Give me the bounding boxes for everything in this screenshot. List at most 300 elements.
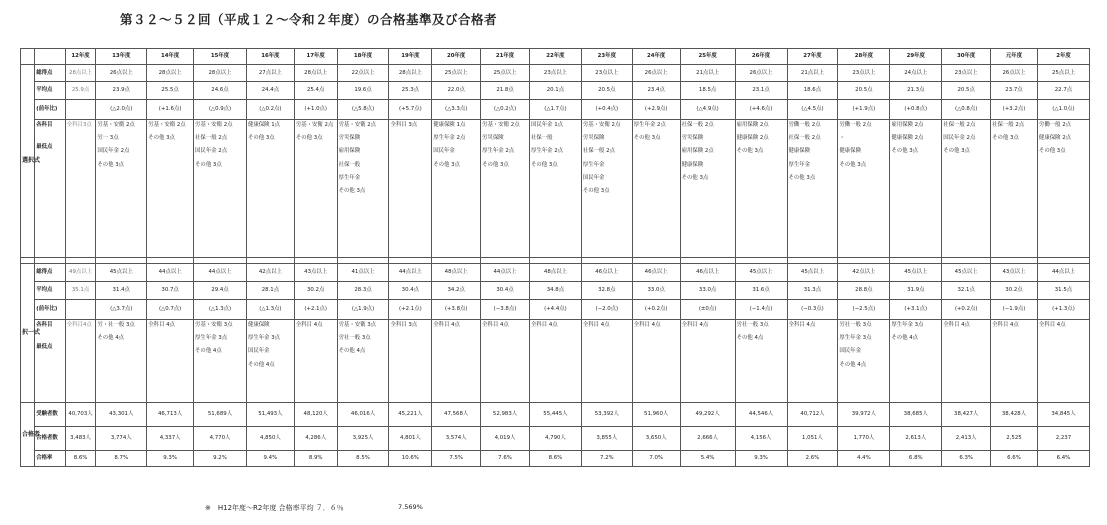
kakukamoku-label: 各科目 [36, 122, 53, 128]
results-rate: 9.2% [194, 451, 247, 467]
results-rate: 10.6% [389, 451, 432, 467]
sentaku-kamoku [942, 120, 991, 258]
kamoku-line: その他 3点 [943, 148, 970, 155]
takuitsu-diff: (+4.4点) [529, 300, 581, 320]
kamoku-line: 全科目 3点 [390, 122, 418, 128]
results-goukaku: 3,483人 [65, 427, 96, 451]
kamoku-line: 厚生年金 3点 [195, 335, 228, 342]
sentaku-diff: (+5.7点) [389, 100, 432, 120]
year-header: 20年度 [432, 49, 481, 65]
takuitsu-kamoku [96, 320, 147, 403]
kamoku-line: 労一 3点 [97, 135, 119, 142]
footnote-value: 7.569% [398, 503, 423, 511]
takuitsu-avg: 30.4点 [481, 282, 530, 300]
table-row [21, 120, 1090, 258]
sentaku-kamoku [96, 120, 147, 258]
sentaku-avg: 20.5点 [942, 82, 991, 100]
takuitsu-kamoku [890, 320, 942, 403]
sentaku-kamoku [481, 120, 530, 258]
takuitsu-total: 45点以上 [942, 264, 991, 282]
sentaku-diff: (+1.9点) [838, 100, 890, 120]
kamoku-line: 国民年金 2点 [943, 135, 976, 142]
takuitsu-total: 45点以上 [890, 264, 942, 282]
kamoku-line: 全科目 4点 [943, 322, 970, 328]
sentaku-avg: 25.9点 [65, 82, 96, 100]
year-header: 19年度 [389, 49, 432, 65]
kakukamoku-label: 各科目 [36, 322, 53, 328]
kamoku-line: 社保一般 2点 [195, 135, 228, 142]
results-rate: 5.4% [680, 451, 735, 467]
kamoku-line: その他 4点 [839, 361, 867, 368]
takuitsu-total: 43点以上 [294, 264, 337, 282]
results-rate: 6.3% [942, 451, 991, 467]
year-header: 15年度 [194, 49, 247, 65]
kamoku-line: 厚生年金 [788, 161, 811, 168]
sentaku-diff: (+2.9点) [632, 100, 680, 120]
results-goukaku: 4,156人 [735, 427, 787, 451]
saiteiten-label: 最低点 [36, 344, 53, 351]
takuitsu-total: 44点以上 [1037, 264, 1089, 282]
kamoku-line: 労災保険 [582, 135, 605, 142]
takuitsu-diff: (−3.8点) [481, 300, 530, 320]
sentaku-diff: (△4.9点) [680, 100, 735, 120]
year-header: 12年度 [65, 49, 96, 65]
results-goukaku: 4,801人 [389, 427, 432, 451]
kamoku-line: 国民年金 [839, 348, 861, 355]
kamoku-line: 健康保険 1点 [433, 122, 466, 128]
kamoku-line: 国民年金 2点 [97, 148, 130, 155]
sentaku-kamoku [991, 120, 1038, 258]
kamoku-line: 国民年金 [247, 348, 270, 355]
kamoku-line: 国民年金 1点 [530, 122, 564, 128]
footnote: ※ H12年度～R2年度 合格率平均 ７．６％ [205, 504, 344, 512]
sentaku-avg: 18.6点 [787, 82, 838, 100]
sentaku-avg: 25.5点 [147, 82, 194, 100]
sentaku-diff: (△1.7点) [529, 100, 581, 120]
results-juken: 53,392人 [581, 403, 632, 427]
takuitsu-total: 45点以上 [735, 264, 787, 282]
kamoku-line: その他 3点 [530, 161, 558, 168]
kamoku-line: 労働一般 2点 [839, 122, 872, 128]
takuitsu-avg: 28.1点 [246, 282, 294, 300]
kamoku-line: 全科目 4点 [530, 322, 558, 328]
year-header: 元年度 [991, 49, 1038, 65]
sentaku-avg: 19.6点 [337, 82, 389, 100]
kamoku-line: その他 3点 [992, 135, 1019, 142]
sentaku-diff: (△1.0点) [1037, 100, 1089, 120]
takuitsu-diff: (+3.1点) [890, 300, 942, 320]
kamoku-line: 労基・安衛 3点 [195, 322, 233, 328]
sentaku-kamoku [194, 120, 247, 258]
sentaku-diff: (+4.6点) [735, 100, 787, 120]
kamoku-line: 労・社一般 3点 [97, 322, 135, 328]
takuitsu-total: 44点以上 [147, 264, 194, 282]
kamoku-line: 社保一般 2点 [681, 122, 714, 128]
results-juken: 48,120人 [294, 403, 337, 427]
sentaku-avg: 22.0点 [432, 82, 481, 100]
kamoku-line: 労社一般 3点 [338, 335, 371, 342]
takuitsu-kamoku [147, 320, 194, 403]
sentaku-diff: (+3.2点) [991, 100, 1038, 120]
results-juken: 51,689人 [194, 403, 247, 427]
takuitsu-avg: 34.2点 [432, 282, 481, 300]
kamoku-line: 全科目 4点 [681, 322, 709, 328]
results-goukaku: 4,019人 [481, 427, 530, 451]
kamoku-line: ・ [839, 135, 845, 142]
results-juken: 34,845人 [1037, 403, 1089, 427]
kamoku-line: その他 3点 [582, 188, 610, 195]
takuitsu-diff: (+2.1点) [389, 300, 432, 320]
results-juken: 38,428人 [991, 403, 1038, 427]
kamoku-line: 社保一般 2点 [788, 135, 821, 142]
row-label [35, 120, 66, 258]
results-juken: 51,493人 [246, 403, 294, 427]
section-label-takuitsu: 択一式 [21, 264, 35, 403]
results-juken: 40,703人 [65, 403, 96, 427]
sentaku-kamoku [294, 120, 337, 258]
sentaku-avg: 20.5点 [581, 82, 632, 100]
results-juken: 44,546人 [735, 403, 787, 427]
sentaku-total: 26点以上 [991, 65, 1038, 82]
results-rate: 8.5% [337, 451, 389, 467]
kamoku-line: 全科目 4点 [295, 322, 323, 328]
table-row [21, 65, 1090, 82]
sentaku-kamoku [432, 120, 481, 258]
kamoku-line: 労災保険 [338, 135, 361, 142]
results-rate: 8.6% [529, 451, 581, 467]
year-header: 26年度 [735, 49, 787, 65]
takuitsu-avg: 31.4点 [96, 282, 147, 300]
year-header: 29年度 [890, 49, 942, 65]
sentaku-avg: 24.6点 [194, 82, 247, 100]
takuitsu-total: 45点以上 [787, 264, 838, 282]
kamoku-line: その他 4点 [247, 361, 275, 368]
results-rate: 6.4% [1037, 451, 1089, 467]
sentaku-avg: 24.4点 [246, 82, 294, 100]
table-row [21, 427, 1090, 451]
sentaku-avg: 21.3点 [890, 82, 942, 100]
sentaku-kamoku [65, 120, 96, 258]
takuitsu-kamoku [246, 320, 294, 403]
sentaku-kamoku [147, 120, 194, 258]
takuitsu-avg: 28.8点 [838, 282, 890, 300]
kamoku-line: 厚生年金 3点 [839, 335, 872, 342]
kamoku-line: 労基・安衛 2点 [97, 122, 135, 128]
results-goukaku: 1,770人 [838, 427, 890, 451]
kamoku-line: 厚生年金 2点 [433, 135, 466, 142]
takuitsu-avg: 31.3点 [787, 282, 838, 300]
sentaku-kamoku [632, 120, 680, 258]
takuitsu-kamoku [787, 320, 838, 403]
kamoku-line: 労基・安衛 2点 [482, 122, 520, 128]
results-rate: 9.4% [246, 451, 294, 467]
sentaku-total: 28点以上 [194, 65, 247, 82]
section-label-sentaku: 選択式 [21, 65, 35, 258]
results-goukaku: 3,855人 [581, 427, 632, 451]
kamoku-line: 厚生年金 [582, 161, 605, 168]
sentaku-diff [65, 100, 96, 120]
takuitsu-avg: 32.1点 [942, 282, 991, 300]
takuitsu-avg: 34.8点 [529, 282, 581, 300]
sentaku-total: 24点以上 [890, 65, 942, 82]
kamoku-line: その他 3点 [247, 135, 275, 142]
results-goukaku: 3,925人 [337, 427, 389, 451]
sentaku-total: 26点以上 [735, 65, 787, 82]
results-juken: 46,713人 [147, 403, 194, 427]
takuitsu-total: 46点以上 [581, 264, 632, 282]
kamoku-line: 社保一般 2点 [992, 122, 1025, 128]
takuitsu-diff: (△1.9点) [337, 300, 389, 320]
sentaku-kamoku [581, 120, 632, 258]
results-goukaku: 4,790人 [529, 427, 581, 451]
sentaku-kamoku [246, 120, 294, 258]
header-blank [21, 49, 35, 65]
kamoku-line: 労働一般 2点 [788, 122, 821, 128]
takuitsu-kamoku [432, 320, 481, 403]
results-rate: 2.6% [787, 451, 838, 467]
takuitsu-kamoku [632, 320, 680, 403]
results-rate: 8.7% [96, 451, 147, 467]
kamoku-line: その他 3点 [97, 161, 125, 168]
sentaku-total: 28点以上 [294, 65, 337, 82]
results-goukaku: 2,613人 [890, 427, 942, 451]
kamoku-line: その他 3点 [195, 161, 222, 168]
takuitsu-kamoku [680, 320, 735, 403]
sentaku-diff: (△5.8点) [337, 100, 389, 120]
results-goukaku: 2,666人 [680, 427, 735, 451]
sentaku-total: 26点以上 [96, 65, 147, 82]
sentaku-total: 28点以上 [389, 65, 432, 82]
results-table [20, 48, 1090, 467]
takuitsu-diff: (−1.9点) [991, 300, 1038, 320]
takuitsu-avg: 33.0点 [680, 282, 735, 300]
year-header: 27年度 [787, 49, 838, 65]
kamoku-line: 健康保険 [788, 148, 811, 155]
sentaku-diff: (+0.4点) [581, 100, 632, 120]
takuitsu-total: 43点以上 [991, 264, 1038, 282]
kamoku-line: 全科目 4点 [788, 322, 816, 328]
year-header: 18年度 [337, 49, 389, 65]
takuitsu-avg: 30.2点 [991, 282, 1038, 300]
kamoku-line: 労災保険 [681, 135, 704, 142]
kamoku-line: 国民年金 [433, 148, 455, 155]
results-goukaku: 4,286人 [294, 427, 337, 451]
year-header: 22年度 [529, 49, 581, 65]
kamoku-line: 全科目3点 [66, 122, 92, 128]
takuitsu-total: 45点以上 [96, 264, 147, 282]
sentaku-avg: 23.9点 [96, 82, 147, 100]
kamoku-line: 健康保険 [681, 161, 704, 168]
kamoku-line: その他 3点 [681, 174, 709, 181]
kamoku-line: 厚生年金 2点 [530, 148, 564, 155]
kamoku-line: その他 4点 [891, 335, 919, 342]
kamoku-line: 社保一般 [338, 161, 361, 168]
kamoku-line: 雇用保険 [338, 148, 361, 155]
sentaku-diff: (△0.2点) [481, 100, 530, 120]
kamoku-line: その他 4点 [736, 335, 764, 342]
sentaku-total: 23点以上 [581, 65, 632, 82]
table-row [21, 451, 1090, 467]
sentaku-diff: (+0.8点) [890, 100, 942, 120]
takuitsu-kamoku [194, 320, 247, 403]
results-juken: 55,445人 [529, 403, 581, 427]
sentaku-total: 26点以上 [632, 65, 680, 82]
year-header: 24年度 [632, 49, 680, 65]
year-header: 14年度 [147, 49, 194, 65]
table-row [21, 49, 1090, 65]
takuitsu-diff [65, 300, 96, 320]
kamoku-line: 労基・安衛 2点 [582, 122, 621, 128]
results-goukaku: 3,774人 [96, 427, 147, 451]
results-juken: 49,292人 [680, 403, 735, 427]
results-rate: 7.5% [432, 451, 481, 467]
kamoku-line: 厚生年金 3点 [891, 322, 924, 328]
row-label: 総得点 [35, 65, 66, 82]
kamoku-line: その他 3点 [295, 135, 323, 142]
kamoku-line: 健康保険 [247, 322, 270, 328]
takuitsu-avg: 33.0点 [632, 282, 680, 300]
kamoku-line: その他 3点 [433, 161, 460, 168]
kamoku-line: 労基・安衛 2点 [295, 122, 334, 128]
takuitsu-kamoku [942, 320, 991, 403]
results-juken: 38,427人 [942, 403, 991, 427]
takuitsu-avg: 30.7点 [147, 282, 194, 300]
takuitsu-avg: 30.2点 [294, 282, 337, 300]
takuitsu-total: 44点以上 [481, 264, 530, 282]
year-header: 17年度 [294, 49, 337, 65]
takuitsu-kamoku [735, 320, 787, 403]
results-rate: 7.2% [581, 451, 632, 467]
kamoku-line: 全科目 4点 [1038, 322, 1066, 328]
year-header: 25年度 [680, 49, 735, 65]
kamoku-line: 厚生年金 3点 [247, 335, 281, 342]
takuitsu-total: 42点以上 [838, 264, 890, 282]
page-title: 第３２～５２回（平成１２～令和２年度）の合格基準及び合格者 [120, 12, 498, 27]
sentaku-diff: (△0.9点) [194, 100, 247, 120]
takuitsu-kamoku [838, 320, 890, 403]
sentaku-total: 25点以上 [481, 65, 530, 82]
takuitsu-avg: 30.4点 [389, 282, 432, 300]
takuitsu-total: 48点以上 [432, 264, 481, 282]
takuitsu-diff: (+0.2点) [632, 300, 680, 320]
sentaku-avg: 20.5点 [838, 82, 890, 100]
takuitsu-diff: (−2.5点) [838, 300, 890, 320]
takuitsu-diff: (△0.7点) [147, 300, 194, 320]
sentaku-kamoku [337, 120, 389, 258]
saiteiten-label: 最低点 [36, 144, 53, 151]
results-rate: 9.3% [147, 451, 194, 467]
kamoku-line: その他 4点 [97, 335, 125, 342]
year-header: 23年度 [581, 49, 632, 65]
sentaku-kamoku [890, 120, 942, 258]
sentaku-avg: 20.1点 [529, 82, 581, 100]
results-rate: 7.0% [632, 451, 680, 467]
sentaku-diff: (△3.3点) [432, 100, 481, 120]
takuitsu-total: 44点以上 [194, 264, 247, 282]
results-goukaku: 3,574人 [432, 427, 481, 451]
kamoku-line: 健康保険 1点 [247, 122, 281, 128]
sentaku-avg: 22.7点 [1037, 82, 1089, 100]
sentaku-total: 23点以上 [529, 65, 581, 82]
sentaku-avg: 18.5点 [680, 82, 735, 100]
takuitsu-kamoku [529, 320, 581, 403]
results-juken: 43,301人 [96, 403, 147, 427]
kamoku-line: 労災保険 [482, 135, 504, 142]
kamoku-line: 厚生年金 2点 [633, 122, 666, 128]
year-header: 13年度 [96, 49, 147, 65]
results-juken: 46,016人 [337, 403, 389, 427]
sentaku-kamoku [389, 120, 432, 258]
year-header: 16年度 [246, 49, 294, 65]
takuitsu-diff: (−1.4点) [735, 300, 787, 320]
takuitsu-kamoku [337, 320, 389, 403]
takuitsu-total: 46点以上 [632, 264, 680, 282]
sentaku-diff: (△4.5点) [787, 100, 838, 120]
table-row [21, 264, 1090, 282]
sentaku-kamoku [680, 120, 735, 258]
results-rate: 6.6% [991, 451, 1038, 467]
kamoku-line: その他 4点 [338, 348, 366, 355]
kamoku-line: その他 3点 [839, 161, 867, 168]
section-label-goukakusha: 合格者 [21, 403, 35, 467]
results-goukaku: 4,850人 [246, 427, 294, 451]
takuitsu-diff: (+1.3点) [1037, 300, 1089, 320]
kamoku-line: 労働一般 2点 [1038, 122, 1072, 128]
kamoku-line: 労基・安衛 3点 [338, 322, 377, 328]
kamoku-line: 健康保険 2点 [1038, 135, 1072, 142]
kamoku-line: その他 3点 [633, 135, 661, 142]
sentaku-avg: 25.3点 [389, 82, 432, 100]
header-blank [35, 49, 66, 65]
kamoku-line: 社保一般 [530, 135, 553, 142]
takuitsu-diff: (±0点) [680, 300, 735, 320]
kamoku-line: 健康保険 2点 [891, 135, 924, 142]
sentaku-total: 28点以上 [147, 65, 194, 82]
kamoku-line: 社保一般 2点 [943, 122, 976, 128]
sentaku-avg: 23.7点 [991, 82, 1038, 100]
takuitsu-kamoku [294, 320, 337, 403]
year-header: 2年度 [1037, 49, 1089, 65]
sentaku-diff: (△0.8点) [942, 100, 991, 120]
kamoku-line: 全科目 3点 [390, 322, 418, 328]
kamoku-line: 全科目 4点 [433, 322, 460, 328]
sentaku-diff: (△0.2点) [246, 100, 294, 120]
results-rate: 6.8% [890, 451, 942, 467]
takuitsu-kamoku [481, 320, 530, 403]
sentaku-total: 28点以上 [65, 65, 96, 82]
kamoku-line: 厚生年金 [338, 174, 361, 181]
sentaku-total: 23点以上 [838, 65, 890, 82]
row-label: 合格率 [35, 451, 66, 467]
kamoku-line: 健康保険 [839, 148, 861, 155]
sentaku-kamoku [529, 120, 581, 258]
kamoku-line: 国民年金 2点 [195, 148, 228, 155]
takuitsu-diff: (−0.3点) [787, 300, 838, 320]
takuitsu-avg: 31.6点 [735, 282, 787, 300]
takuitsu-avg: 32.8点 [581, 282, 632, 300]
kamoku-line: 雇用保険 2点 [681, 148, 714, 155]
takuitsu-kamoku [991, 320, 1038, 403]
kamoku-line: 労基・安衛 2点 [338, 122, 377, 128]
kamoku-line: その他 3点 [891, 148, 919, 155]
kamoku-line: 全科目 4点 [992, 322, 1019, 328]
year-header: 28年度 [838, 49, 890, 65]
row-label: 平均点 [35, 82, 66, 100]
kamoku-line: 厚生年金 2点 [482, 148, 515, 155]
kamoku-line: 労社一般 3点 [736, 322, 769, 328]
kamoku-line: 労社一般 3点 [839, 322, 872, 328]
sentaku-total: 21点以上 [787, 65, 838, 82]
